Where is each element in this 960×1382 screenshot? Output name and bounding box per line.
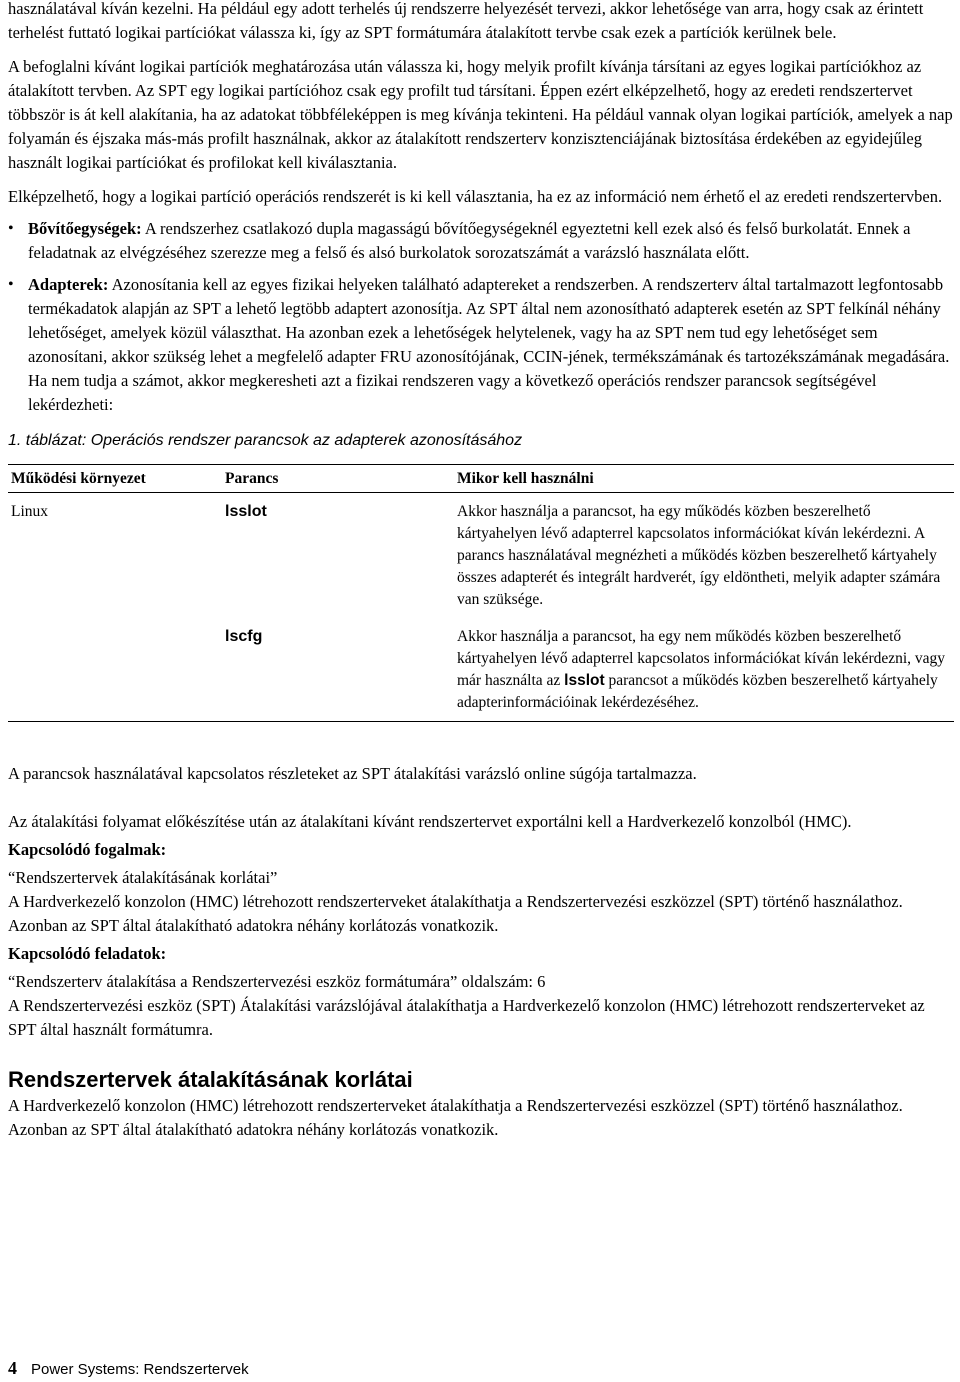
cell-usage: Akkor használja a parancsot, ha egy működés közben beszerelhető kártyahelyen lévő adapterrel kapcsolatos információkat kíván lekérdezni. A parancs használatával megnézheti a működés közben beszerelhető kártyahely összes adapterét és integrált hardverét, így eldöntheti, melyik adapter számára van szüksége. bbox=[457, 503, 941, 608]
related-tasks-label bbox=[8, 942, 954, 966]
section-paragraph: A Hardverkezelő konzolon (HMC) létrehozott rendszerterveket átalakíthatja a Rendszertervezési eszközzel (SPT) történő használathoz. Azonban az SPT által átalakítható adatokra néhány korlátozás vonatkozik. bbox=[8, 1096, 903, 1139]
list-item-term: Adapterek: bbox=[28, 275, 109, 294]
cell-command: lsslot bbox=[225, 503, 267, 520]
inline-command: lsslot bbox=[564, 672, 605, 689]
os-paragraph: Elképzelhető, hogy a logikai partíció operációs rendszerét is ki kell választania, ha ez az információ nem érhető el az eredeti rendszertervben. bbox=[8, 187, 943, 206]
column-header-environment: Működési környezet bbox=[8, 465, 222, 493]
help-paragraph: A parancsok használatával kapcsolatos részleteket az SPT átalakítási varázsló online súgója tartalmazza. bbox=[8, 764, 697, 783]
requirements-list bbox=[8, 217, 954, 417]
cell-usage-text: Akkor használja a parancsot, ha egy nem működés közben beszerelhető kártyahelyen lévő adapterrel kapcsolatos információkat kíván lekérdezni, vagy már használta az bbox=[457, 628, 946, 689]
book-title: Power Systems: Rendszertervek bbox=[31, 1361, 249, 1378]
cell-usage bbox=[454, 618, 954, 722]
table-caption: 1. táblázat: Operációs rendszer parancsok az adapterek azonosításához bbox=[8, 432, 523, 449]
intro-rest-text: Ha például egy adott terhelés új rendszerre helyezését tervezi, akkor lehetősége van arra, hogy csak az érintett terhelést futtató logikai partíciókat válassza ki, így az SPT formátumára átalakított tervbe csak ezek a partíciók kerülnek bele. bbox=[8, 0, 924, 42]
page-number: 4 bbox=[8, 1358, 17, 1378]
cell-usage-text: parancsot a működés közben beszerelhető kártyahely adapterinformációinak lekérdezéséhez. bbox=[457, 672, 938, 711]
cell-environment: Linux bbox=[11, 503, 49, 520]
document-page bbox=[8, 0, 954, 1142]
cell-command: lscfg bbox=[222, 618, 454, 722]
intro-continued-text: használatával kíván kezelni. bbox=[8, 0, 194, 18]
table-row bbox=[8, 493, 954, 619]
list-item-text: A rendszerhez csatlakozó dupla magasságú bővítőegységeknél egyeztetni kell ezek alsó és felső burkolatát. Ennek a feladatnak az elvégzéséhez szerezze meg a felső és alsó burkolatok sorozatszámát a varázsló használata előtt. bbox=[28, 219, 911, 262]
related-task-link[interactable]: “Rendszerterv átalakítása a Rendszertervezési eszköz formátumára” oldalszám: 6 bbox=[8, 972, 546, 991]
section-heading: Rendszertervek átalakításának korlátai bbox=[8, 1067, 413, 1092]
related-concepts-title: Kapcsolódó fogalmak bbox=[8, 840, 161, 859]
table-header-row bbox=[8, 465, 954, 493]
cell-environment bbox=[8, 618, 222, 722]
related-tasks-title: Kapcsolódó feladatok bbox=[8, 944, 161, 963]
profile-paragraph: A befoglalni kívánt logikai partíciók meghatározása után válassza ki, hogy melyik profilt kívánja társítani az egyes logikai partíciókhoz az átalakított tervben. Az SPT egy logikai partícióhoz csak egy profilt tud társítani. Éppen ezért elképzelhető, hogy az eredeti rendszertervet többször is át kell alakítania, ha az adatokat többféleképpen is meg kívánja tekinteni. Ha például vannak olyan logikai partíciók, amelyek a nap folyamán és éjszaka más-más profilt használnak, akkor az átalakított rendszerterv konzisztenciájának biztosítása érdekében az egyidejűleg használt logikai partíciókat és profilokat kell kiválasztania. bbox=[8, 57, 953, 172]
column-header-command: Parancs bbox=[222, 465, 454, 493]
related-concept-description: A Hardverkezelő konzolon (HMC) létrehozott rendszerterveket átalakíthatja a Rendszertervezési eszközzel (SPT) történő használathoz. Azonban az SPT által átalakítható adatokra néhány korlátozás vonatkozik. bbox=[8, 892, 903, 935]
label-colon: : bbox=[160, 944, 167, 963]
list-item-text: Azonosítania kell az egyes fizikai helyeken található adaptereket a rendszerben. A rendszerterv által tartalmazott legfontosabb termékadatok alapján az SPT a lehető legtöbb adaptert azonosítja. Az SPT által nem azonosítható adapterek esetén az SPT felkínál néhány lehetőséget, amelyek közül választhat. Ha azonban ezek a lehetőségek helytelenek, vagy ha az SPT nem tud egy lehetőséget sem azonosítani, akkor szükség lehet a megfelelő adapter FRU azonosítójának, CCIN-jének, termékszámának és tartozékszámának megadására. Ha nem tudja a számot, akkor megkeresheti azt a fizikai rendszeren vagy a következő operációs rendszer parancsok segítségével lekérdezheti: bbox=[28, 275, 950, 414]
list-item-expansion-units bbox=[8, 217, 954, 265]
intro-paragraph bbox=[8, 0, 954, 45]
related-concepts-label bbox=[8, 838, 954, 862]
related-concept-link[interactable]: “Rendszertervek átalakításának korlátai” bbox=[8, 868, 278, 887]
table-row bbox=[8, 618, 954, 722]
column-header-usage: Mikor kell használni bbox=[454, 465, 954, 493]
page-footer bbox=[8, 1356, 249, 1382]
list-item-term: Bővítőegységek: bbox=[28, 219, 142, 238]
related-task-description: A Rendszertervezési eszköz (SPT) Átalakítási varázslójával átalakíthatja a Hardverkezelő konzolon (HMC) létrehozott rendszerterveket az SPT által használt formátumra. bbox=[8, 996, 925, 1039]
list-item-adapters bbox=[8, 273, 954, 417]
commands-table bbox=[8, 464, 954, 722]
export-paragraph: Az átalakítási folyamat előkészítése után az átalakítani kívánt rendszertervet exportálni kell a Hardverkezelő konzolból (HMC). bbox=[8, 812, 852, 831]
label-colon: : bbox=[160, 840, 167, 859]
